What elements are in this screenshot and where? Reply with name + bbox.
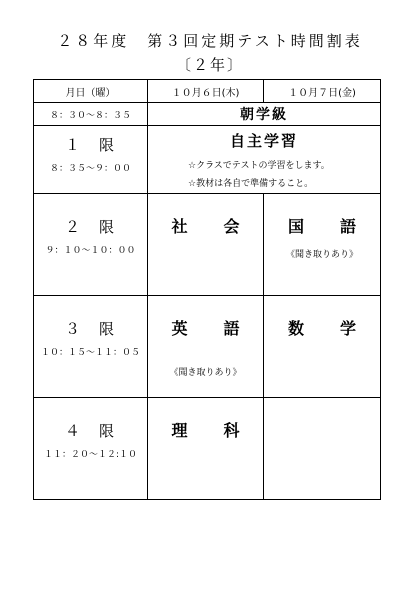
self-study-title: 自主学習	[229, 132, 298, 150]
period-4-day-1	[148, 398, 264, 500]
period-2-row	[34, 194, 381, 296]
period-3-day-2	[264, 296, 381, 398]
grade-subtitle: 〔２年〕	[175, 56, 244, 74]
period-1-cell	[34, 126, 148, 194]
period-3-time: １０：１５～１１：０５	[40, 348, 140, 358]
period-4-label: ４ 限	[64, 422, 116, 440]
period-4-day-2	[264, 398, 381, 500]
period-1-time: ８：３５～９：００	[49, 164, 131, 174]
period-3-row	[34, 296, 381, 398]
header-day-2: １０月７日(金)	[264, 80, 381, 103]
period-2-day-2-note: 《聞き取りあり》	[285, 250, 358, 260]
period-1-row	[34, 126, 381, 194]
period-2-day-2-subject: 国 語	[287, 217, 366, 236]
period-3-day-1-subject: 英 語	[171, 319, 250, 338]
period-2-day-1	[148, 194, 264, 296]
period-4-time: １１：２０～１２:１０	[43, 450, 138, 460]
period-2-day-1-subject: 社 会	[171, 217, 250, 236]
self-study-note-1: ☆クラスでテストの学習をします。	[188, 161, 330, 171]
period-4-day-1-subject: 理 科	[171, 421, 250, 440]
self-study-cell	[148, 126, 381, 194]
morning-event: 朝学級	[148, 103, 381, 126]
self-study-note-2: ☆教材は各自で準備すること。	[188, 179, 314, 189]
period-2-day-2	[264, 194, 381, 296]
schedule-table	[33, 79, 381, 500]
morning-row	[34, 103, 381, 126]
header-day-1: １０月６日(木)	[148, 80, 264, 103]
period-2-label: ２ 限	[64, 218, 116, 236]
period-3-day-1-note: 《聞き取りあり》	[169, 368, 242, 378]
morning-time: ８：３０～８：３５	[34, 103, 148, 126]
period-2-time: ９：１０～１０：００	[45, 246, 136, 256]
period-4-cell	[34, 398, 148, 500]
header-date-weekday: 月日（曜）	[34, 80, 148, 103]
period-3-day-2-subject: 数 学	[287, 319, 366, 338]
period-2-cell	[34, 194, 148, 296]
period-1-label: １ 限	[64, 136, 116, 154]
header-row	[34, 80, 381, 103]
page-title: ２８年度 第３回定期テスト時間割表	[57, 32, 363, 50]
period-4-row	[34, 398, 381, 500]
period-3-day-1	[148, 296, 264, 398]
period-3-label: ３ 限	[64, 320, 116, 338]
period-3-cell	[34, 296, 148, 398]
